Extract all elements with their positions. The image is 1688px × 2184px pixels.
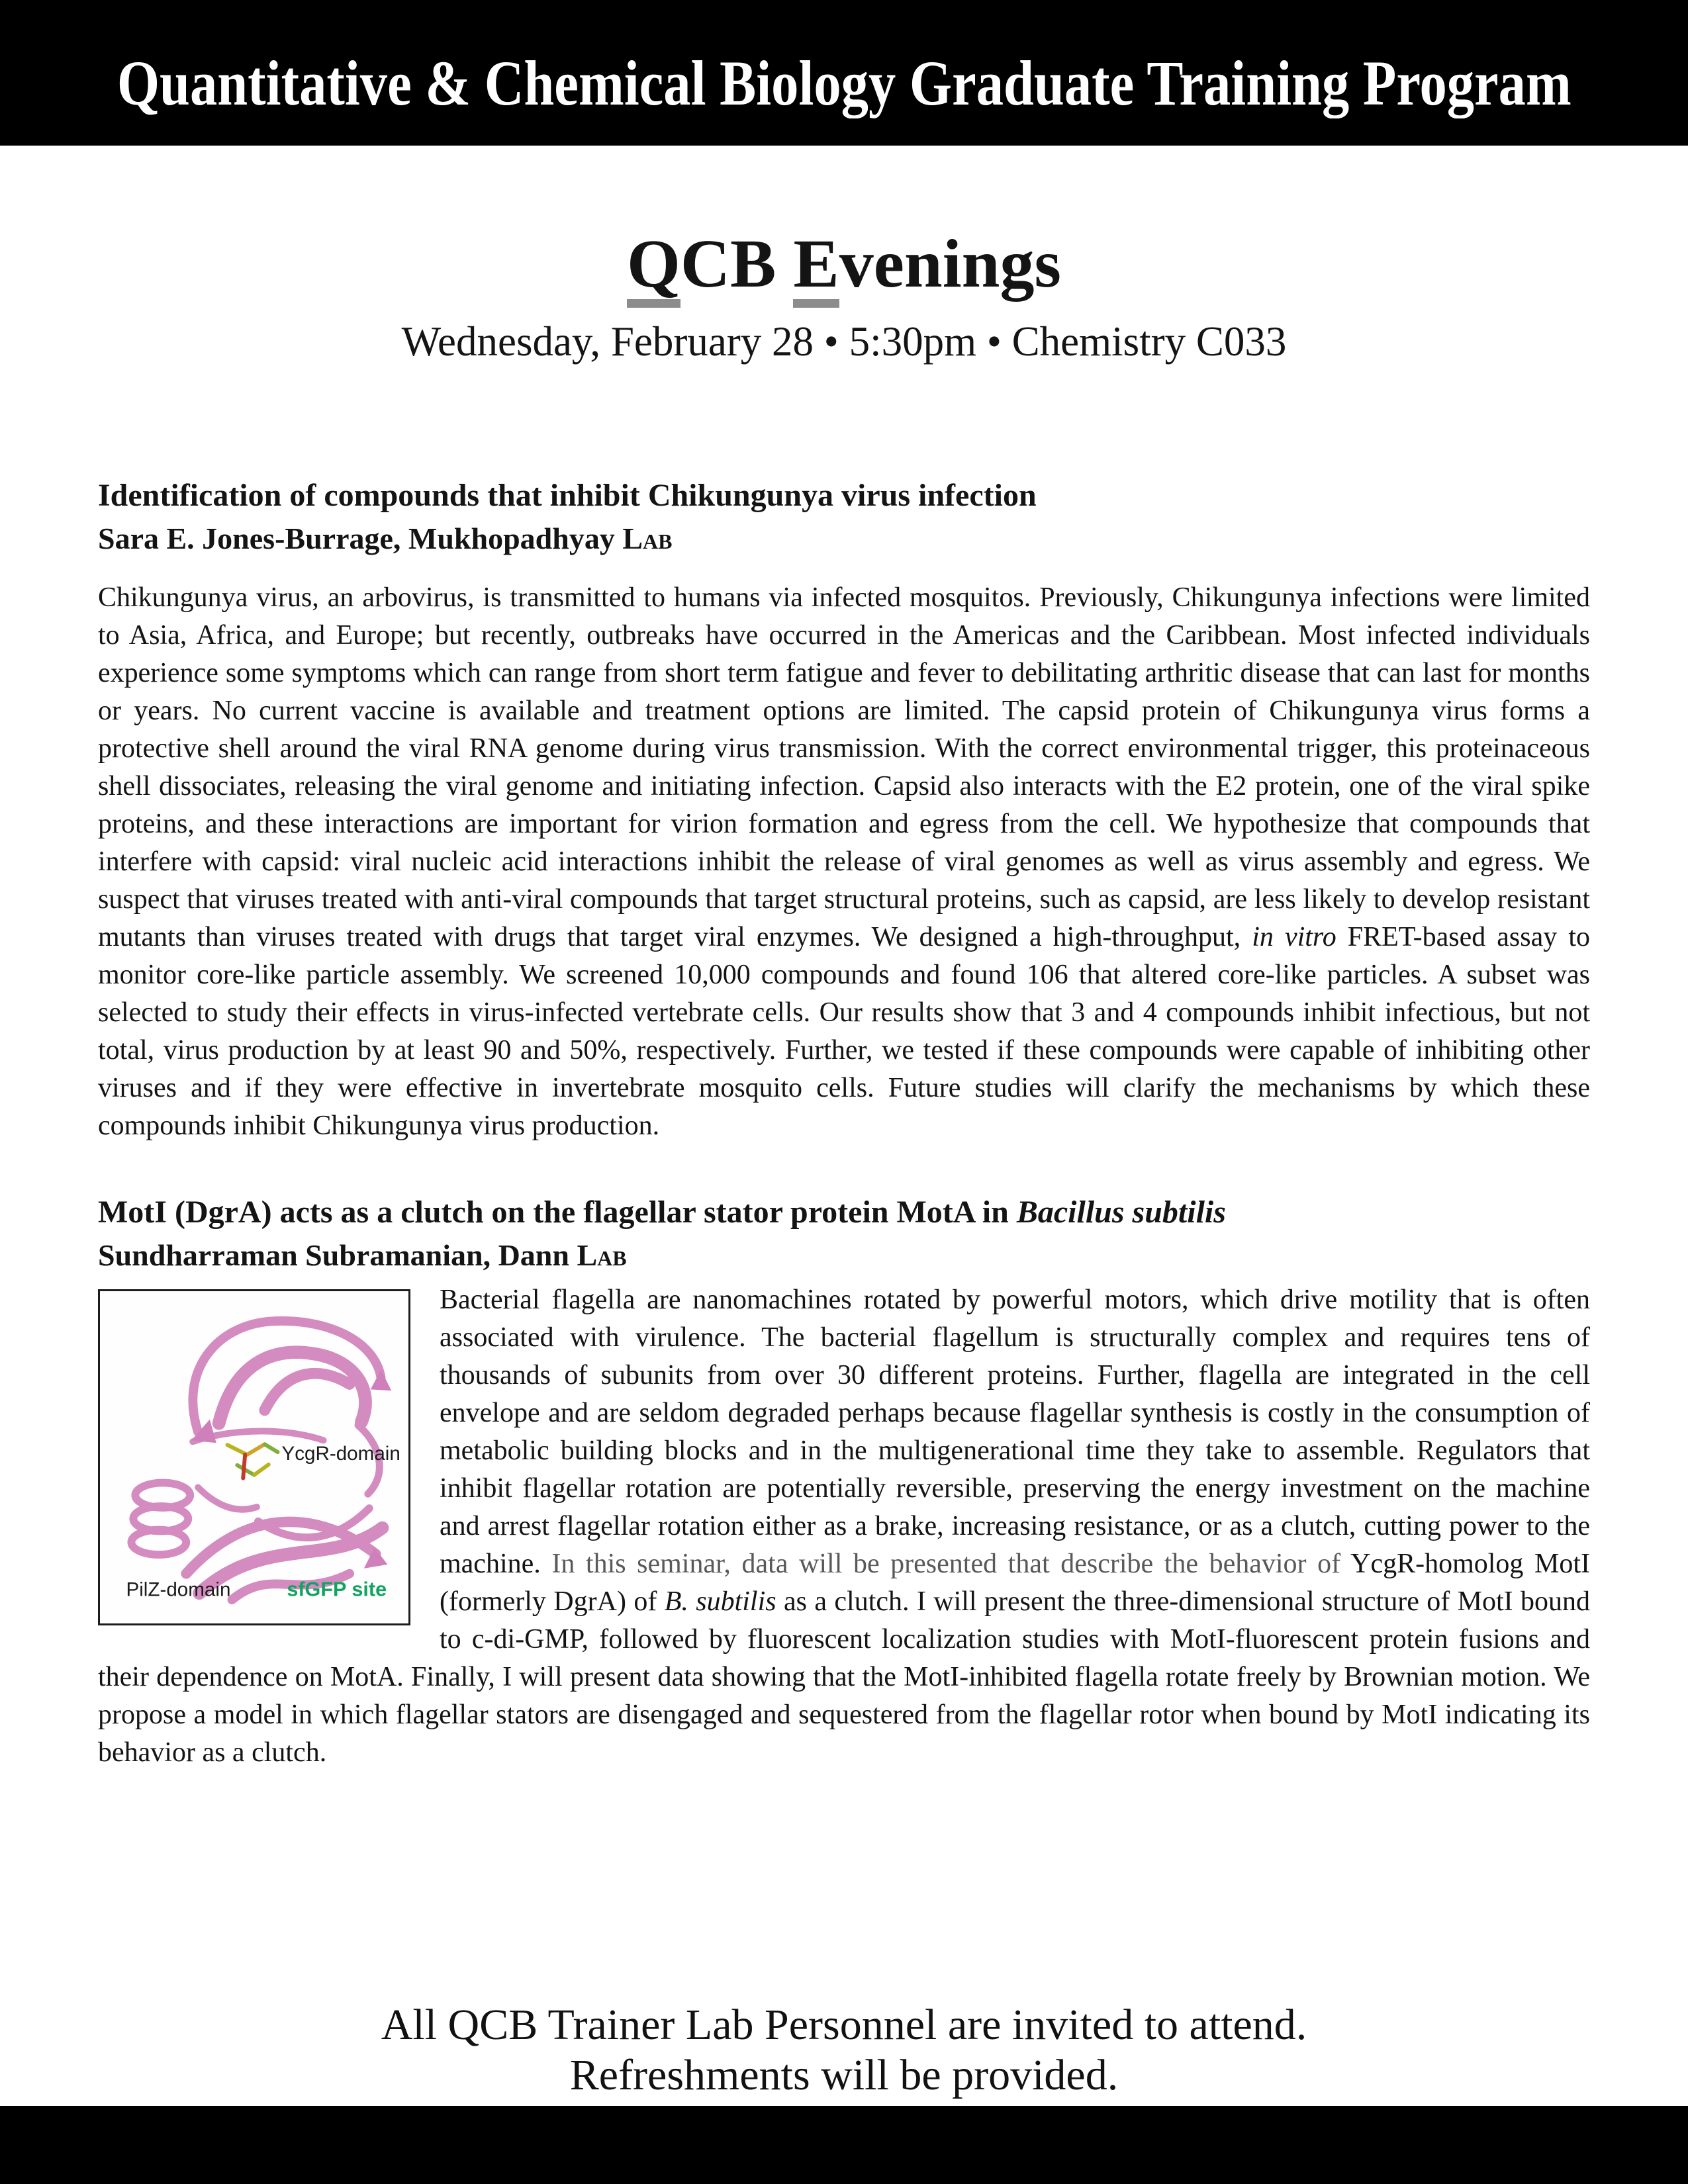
event-title — [98, 228, 1590, 308]
talk1-abstract-part2: FRET-based assay to monitor core-like particle assembly. We screened 10,000 compounds and found 106 that altered core-like particles. A subset was selected to study their effects in virus-infected vertebrate cells. Our results show that 3 and 4 compounds inhibit infectious, but not total, virus production by at least 90 and 50%, respectively. Further, we tested if these compounds were capable of inhibiting other viruses and if they were effective in invertebrate mosquito cells. Future studies will clarify the mechanisms by which these compounds inhibit Chikungunya virus production. — [98, 921, 1590, 1141]
talk1-abstract-invitro-italic: in vitro — [1252, 921, 1336, 952]
closing-line-1: All QCB Trainer Lab Personnel are invited to attend. — [381, 2001, 1307, 2049]
event-title-end: venings — [839, 226, 1061, 302]
protein-ribbon-art — [100, 1291, 408, 1623]
program-banner-title: Quantitative & Chemical Biology Graduate Training Program — [117, 47, 1571, 118]
closing-note — [0, 2000, 1688, 2101]
talk2-abstract-part1: Bacterial flagella are nanomachines rotated by powerful motors, which drive motility that is often associated with virulence. The bacterial flagellum is structurally complex and requires tens of thousands of subunits from over 30 different proteins. Further, flagella are integrated in the cell envelope and are seldom degraded perhaps because flagellar synthesis is costly in the consumption of metabolic building blocks and in the multigenerational time they take to assemble. Regulators that inhibit flagellar rotation are potentially reversible, preserving the energy investment on the machine and arrest flagellar rotation either as a brake, increasing resistance, or as a clutch, cutting power to the machine. — [440, 1284, 1590, 1579]
talk1-abstract-part1: Chikungunya virus, an arbovirus, is transmitted to humans via infected mosquitos. Previously, Chikungunya infections were limited to Asia, Africa, and Europe; but recently, outbreaks have occurred in the Americas and the Caribbean. Most infected individuals experience some symptoms which can range from short term fatigue and fever to debilitating arthritic disease that can last for months or years. No current vaccine is available and treatment options are limited. The capsid protein of Chikungunya virus forms a protective shell around the viral RNA genome during virus transmission. With the correct environmental trigger, this proteinaceous shell dissociates, releasing the viral genome and initiating infection. Capsid also interacts with the E2 protein, one of the viral spike proteins, and these interactions are important for virion formation and egress from the cell. We hypothesize that compounds that interfere with capsid: viral nucleic acid interactions inhibit the release of viral genomes as well as virus assembly and egress. We suspect that viruses treated with anti-viral compounds that target structural proteins, such as capsid, are less likely to develop resistant mutants than viruses treated with drugs that target viral enzymes. We designed a high-throughput, — [98, 582, 1590, 952]
event-datetime-location: Wednesday, February 28 • 5:30pm • Chemistry C033 — [401, 318, 1287, 365]
talk1-speaker-lab: Lab — [622, 521, 673, 555]
closing-line-2: Refreshments will be provided. — [569, 2051, 1119, 2099]
bottom-bar — [0, 2106, 1688, 2184]
figure-label-sfgfp: sfGFP site — [287, 1577, 387, 1600]
event-title-q-underlined: Q — [627, 229, 680, 308]
talk2-speaker-lab: Lab — [577, 1238, 627, 1272]
event-title-e-underlined: E — [793, 229, 839, 308]
talk-section-1 — [98, 477, 1590, 1145]
protein-structure-figure — [98, 1289, 410, 1625]
talk2-abstract-species-italic: B. subtilis — [664, 1586, 776, 1617]
talk2-speaker — [98, 1238, 1590, 1273]
talk1-abstract — [98, 579, 1590, 1145]
figure-label-ycgr: YcgR-domain — [281, 1442, 400, 1465]
talk1-speaker — [98, 521, 1590, 557]
program-banner — [0, 0, 1688, 146]
talk2-speaker-name: Sundharraman Subramanian, Dann — [98, 1238, 577, 1272]
talk-section-2 — [98, 1194, 1590, 1772]
talk2-abstract-block — [98, 1281, 1590, 1772]
talk2-abstract-part3: as a clutch. I will present the three-dimensional structure of MotI bound to c-di-GMP, followed by fluorescent localization studies with MotI-fluorescent protein fusions and their dependence on MotA. Finally, I will present data showing that the MotI-inhibited flagella rotate freely by Brownian motion. We propose a model in which flagellar stators are disengaged and sequestered from the flagellar rotor when bound by MotI indicating its behavior as a clutch. — [98, 1586, 1590, 1768]
ligand-sticks — [228, 1444, 278, 1478]
flyer-content — [0, 228, 1688, 1772]
talk1-title: Identification of compounds that inhibit Chikungunya virus infection — [98, 477, 1037, 513]
talk2-title-species-italic: Bacillus subtilis — [1016, 1194, 1226, 1230]
talk2-title-main: MotI (DgrA) acts as a clutch on the flagellar stator protein MotA in — [98, 1194, 1017, 1230]
talk2-abstract-part2: YcgR-homolog MotI (formerly DgrA) of — [440, 1548, 1590, 1617]
event-title-mid: CB — [680, 226, 794, 302]
talk2-abstract-gray-phrase: In this seminar, data will be presented that describe the behavior of — [551, 1548, 1351, 1579]
talk2-title — [98, 1194, 1590, 1231]
figure-label-pilz: PilZ-domain — [126, 1578, 231, 1600]
talk1-speaker-name: Sara E. Jones-Burrage, Mukhopadhyay — [98, 521, 623, 555]
